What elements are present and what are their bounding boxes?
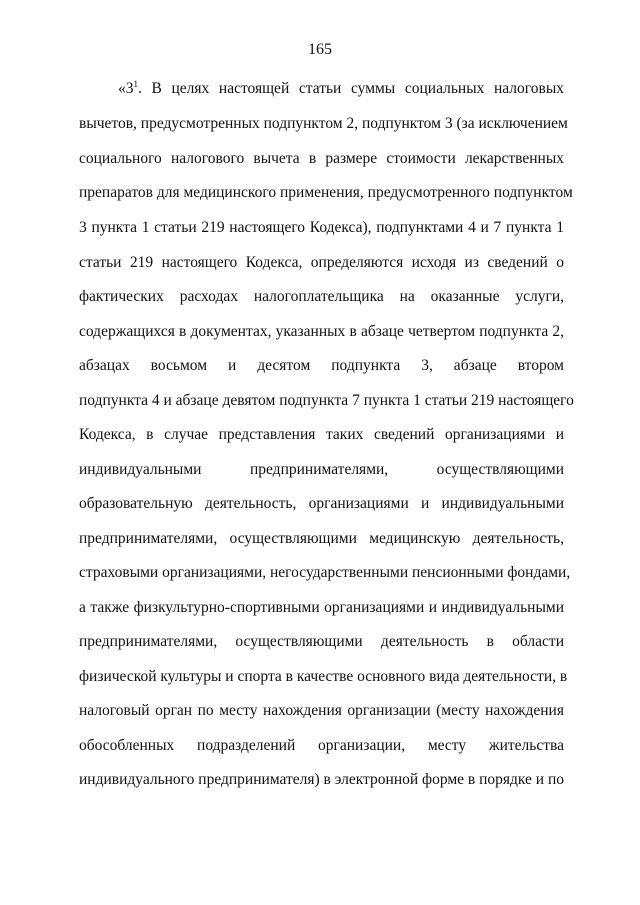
text-line: индивидуального предпринимателя) в электронной форме в порядке и по [79, 771, 565, 788]
page-number: 165 [308, 41, 332, 58]
text-line: предпринимателями, осуществляющими медицинскую деятельность, [79, 530, 564, 547]
text-line: 3 пункта 1 статьи 219 настоящего Кодекса), подпунктами 4 и 7 пункта 1 [79, 219, 564, 236]
line-text: . В целях настоящей статьи суммы социальных налоговых [138, 80, 564, 97]
text-line: налоговый орган по месту нахождения организации (месту нахождения [79, 702, 564, 719]
text-line: образовательную деятельность, организациями и индивидуальными [79, 495, 564, 512]
text-line: страховыми организациями, негосударственными пенсионными фондами, [79, 564, 571, 581]
text-line: индивидуальными предпринимателями, осуществляющими [79, 461, 564, 478]
clause-superscript: 1 [133, 79, 138, 89]
text-line: физической культуры и спорта в качестве основного вида деятельности, в [79, 668, 568, 685]
text-line: препаратов для медицинского применения, предусмотренного подпунктом [79, 184, 573, 201]
text-line: вычетов, предусмотренных подпунктом 2, подпунктом 3 (за исключением [79, 115, 568, 132]
text-line: содержащихся в документах, указанных в абзаце четвертом подпункта 2, [79, 323, 564, 340]
text-line: а также физкультурно-спортивными организациями и индивидуальными [79, 599, 564, 616]
text-line: подпункта 4 и абзаце девятом подпункта 7 пункта 1 статьи 219 настоящего [79, 392, 574, 409]
text-line [118, 79, 564, 99]
clause-number: «3 [118, 80, 134, 97]
text-line: абзацах восьмом и десятом подпункта 3, абзаце втором [79, 357, 564, 374]
text-line: предпринимателями, осуществляющими деятельность в области [79, 633, 564, 650]
text-line: Кодекса, в случае представления таких сведений организациями и [79, 426, 564, 443]
text-line: социального налогового вычета в размере стоимости лекарственных [79, 150, 564, 167]
text-line: фактических расходах налогоплательщика на оказанные услуги, [79, 288, 564, 305]
text-line: обособленных подразделений организации, месту жительства [79, 737, 564, 754]
text-line: статьи 219 настоящего Кодекса, определяются исходя из сведений о [79, 254, 564, 271]
